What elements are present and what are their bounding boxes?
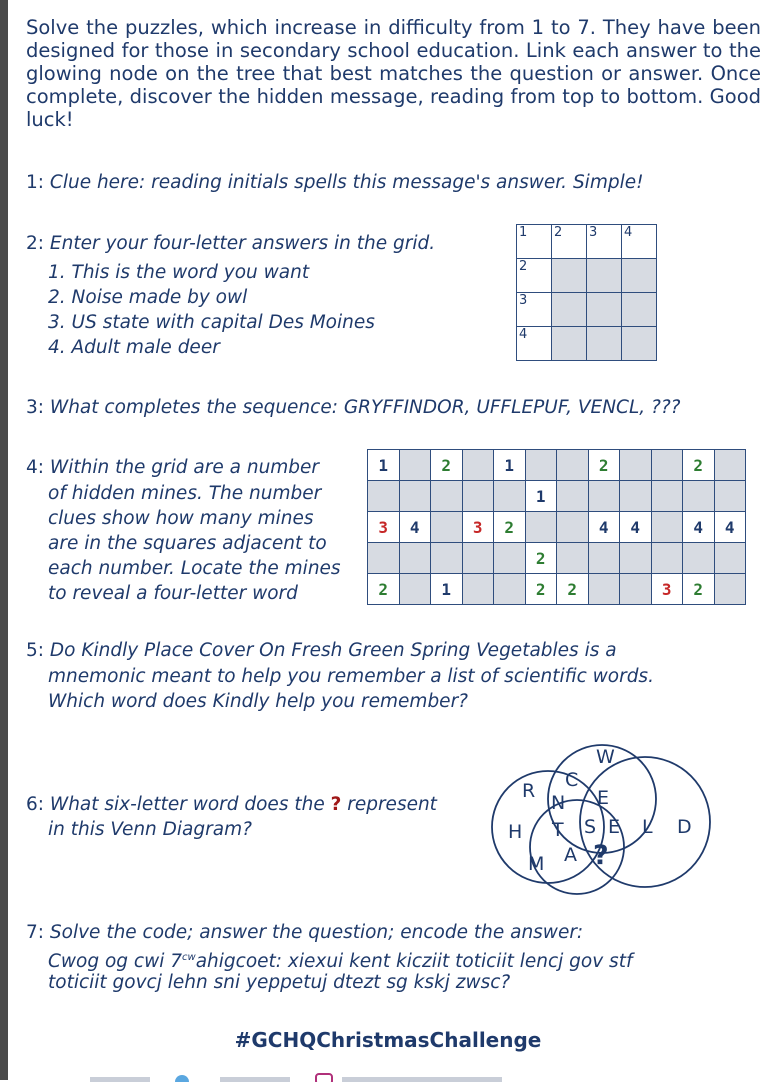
minesweeper-cell	[651, 481, 683, 512]
minesweeper-cell	[494, 574, 526, 605]
question-5-line-1: Do Kindly Place Cover On Fresh Green Spring Vegetables is a	[49, 640, 617, 661]
minesweeper-cell: 2	[368, 574, 400, 605]
minesweeper-cell: 1	[494, 450, 526, 481]
grid-cell	[622, 327, 657, 361]
grid-cell	[587, 293, 622, 327]
question-5	[26, 638, 617, 663]
minesweeper-cell: 4	[399, 512, 431, 543]
minesweeper-cell	[368, 543, 400, 574]
minesweeper-cell: 2	[588, 450, 620, 481]
grid-cell	[517, 259, 552, 293]
minesweeper-cell	[651, 543, 683, 574]
grid-number: 2	[519, 259, 528, 274]
minesweeper-cell: 4	[714, 512, 746, 543]
grid-number: 1	[519, 225, 528, 240]
minesweeper-cell	[620, 481, 652, 512]
minesweeper-cell	[494, 543, 526, 574]
minesweeper-grid	[367, 449, 746, 605]
venn-letter-n: N	[551, 792, 566, 814]
minesweeper-cell: 2	[431, 450, 463, 481]
minesweeper-cell: 4	[683, 512, 715, 543]
minesweeper-cell	[462, 481, 494, 512]
minesweeper-cell	[683, 543, 715, 574]
minesweeper-cell	[525, 512, 557, 543]
grid-cell	[622, 293, 657, 327]
minesweeper-cell: 1	[431, 574, 463, 605]
question-5-number: 5:	[26, 640, 45, 661]
minesweeper-cell: 3	[651, 574, 683, 605]
question-3-number: 3:	[26, 397, 45, 418]
twitter-icon	[175, 1075, 189, 1082]
minesweeper-cell	[588, 543, 620, 574]
venn-letter-r: R	[522, 780, 536, 802]
minesweeper-cell: 2	[525, 574, 557, 605]
grid-cell	[622, 259, 657, 293]
minesweeper-row	[368, 543, 746, 574]
cipher-text-start: Cwog og cwi 7	[48, 951, 183, 973]
grid-cell	[552, 225, 587, 259]
question-2-clue-2: 2. Noise made by owl	[48, 287, 248, 308]
minesweeper-cell: 2	[525, 543, 557, 574]
crossword-grid	[516, 224, 657, 361]
minesweeper-cell	[399, 574, 431, 605]
venn-letter-s: S	[584, 816, 597, 838]
minesweeper-cell	[620, 543, 652, 574]
minesweeper-cell: 2	[683, 574, 715, 605]
minesweeper-cell: 1	[525, 481, 557, 512]
minesweeper-cell	[557, 543, 589, 574]
question-6	[26, 792, 437, 817]
question-1	[26, 170, 644, 195]
grid-number: 4	[624, 225, 633, 240]
minesweeper-cell: 4	[620, 512, 652, 543]
minesweeper-cell	[494, 481, 526, 512]
minesweeper-cell: 2	[557, 574, 589, 605]
grid-cell	[552, 259, 587, 293]
venn-letter-m: M	[528, 853, 545, 875]
instagram-icon	[316, 1074, 332, 1082]
question-4-line-4: are in the squares adjacent to	[48, 533, 327, 554]
question-2-clue-4: 4. Adult male deer	[48, 337, 220, 358]
grid-cell	[552, 293, 587, 327]
venn-letter-d: D	[677, 816, 692, 838]
minesweeper-cell	[399, 543, 431, 574]
minesweeper-cell	[525, 450, 557, 481]
minesweeper-row	[368, 574, 746, 605]
question-2	[26, 231, 435, 256]
minesweeper-cell: 4	[588, 512, 620, 543]
question-2-clue-3: 3. US state with capital Des Moines	[48, 312, 375, 333]
grid-cell	[517, 293, 552, 327]
venn-letter-l: L	[642, 816, 653, 838]
question-7-line-3: toticiit govcj lehn sni yeppetuj dtezt sg kskj zwsc?	[48, 972, 511, 993]
question-4-line-5: each number. Locate the mines	[48, 558, 341, 579]
minesweeper-cell	[557, 512, 589, 543]
grid-cell	[552, 327, 587, 361]
question-6-line-2: in this Venn Diagram?	[48, 819, 252, 840]
minesweeper-cell	[714, 543, 746, 574]
question-4-number: 4:	[26, 457, 45, 478]
cipher-superscript: cw	[182, 952, 196, 963]
grid-number: 4	[519, 327, 528, 342]
minesweeper-cell	[462, 543, 494, 574]
venn-letter-c: C	[565, 769, 579, 791]
minesweeper-cell	[431, 481, 463, 512]
minesweeper-cell	[651, 512, 683, 543]
venn-letter-e2: E	[608, 816, 621, 838]
minesweeper-cell: 2	[494, 512, 526, 543]
minesweeper-cell	[651, 450, 683, 481]
grid-cell	[517, 327, 552, 361]
cipher-text-end: ahigcoet: xiexui kent kicziit toticiit lencj gov stf	[195, 951, 633, 973]
question-5-line-2: mnemonic meant to help you remember a list of scientific words.	[48, 666, 654, 687]
venn-letter-w: W	[596, 746, 615, 768]
minesweeper-cell	[399, 450, 431, 481]
minesweeper-cell	[557, 450, 589, 481]
question-4	[26, 455, 319, 480]
venn-letter-t: T	[552, 819, 564, 841]
question-3-text: What completes the sequence: GRYFFINDOR, UFFLEPUF, VENCL, ???	[49, 397, 681, 418]
minesweeper-row	[368, 512, 746, 543]
grid-cell	[587, 327, 622, 361]
minesweeper-cell	[368, 481, 400, 512]
grid-cell	[587, 259, 622, 293]
question-1-number: 1:	[26, 172, 45, 193]
minesweeper-cell: 1	[368, 450, 400, 481]
minesweeper-cell	[431, 512, 463, 543]
minesweeper-cell	[620, 450, 652, 481]
minesweeper-cell	[557, 481, 589, 512]
venn-letter-h: H	[508, 821, 523, 843]
hashtag: #GCHQChristmasChallenge	[234, 1028, 542, 1052]
grid-cell	[587, 225, 622, 259]
question-5-line-3: Which word does Kindly help you remember?	[48, 691, 468, 712]
venn-question-mark: ?	[593, 840, 609, 871]
minesweeper-cell	[462, 450, 494, 481]
minesweeper-cell	[620, 574, 652, 605]
question-2-number: 2:	[26, 233, 45, 254]
minesweeper-cell	[399, 481, 431, 512]
minesweeper-cell	[588, 574, 620, 605]
question-1-text: Clue here: reading initials spells this message's answer. Simple!	[49, 172, 644, 193]
question-6-number: 6:	[26, 794, 45, 815]
question-6-line-1: What six-letter word does the	[49, 794, 325, 815]
minesweeper-cell	[462, 574, 494, 605]
question-mark-symbol: ?	[330, 794, 342, 815]
question-2-text: Enter your four-letter answers in the grid.	[49, 233, 436, 254]
question-7-line-1: Solve the code; answer the question; encode the answer:	[49, 922, 584, 943]
grid-cell	[517, 225, 552, 259]
minesweeper-cell	[588, 481, 620, 512]
minesweeper-row	[368, 450, 746, 481]
question-2-clue-1: 1. This is the word you want	[48, 262, 310, 283]
minesweeper-cell	[714, 450, 746, 481]
grid-number: 2	[554, 225, 563, 240]
grid-number: 3	[519, 293, 528, 308]
left-edge-strip	[0, 0, 8, 1080]
minesweeper-cell	[683, 481, 715, 512]
minesweeper-cell	[714, 574, 746, 605]
intro-paragraph: Solve the puzzles, which increase in difficulty from 1 to 7. They have been designed for those in secondary school education. Link each answer to the glowing node on the tree that best matches the question or answer. Once complete, discover the hidden message, reading from top to bottom. Good luck!	[26, 16, 761, 131]
question-7	[26, 920, 583, 945]
question-7-number: 7:	[26, 922, 45, 943]
minesweeper-cell: 2	[683, 450, 715, 481]
minesweeper-row	[368, 481, 746, 512]
minesweeper-cell: 3	[462, 512, 494, 543]
question-4-line-1: Within the grid are a number	[49, 457, 320, 478]
venn-diagram	[490, 742, 715, 902]
minesweeper-cell	[714, 481, 746, 512]
grid-cell	[622, 225, 657, 259]
venn-letter-e: E	[597, 787, 610, 809]
venn-letter-a: A	[564, 844, 577, 866]
minesweeper-cell	[431, 543, 463, 574]
question-6-line-1-end: represent	[347, 794, 437, 815]
question-3	[26, 395, 680, 420]
question-4-line-3: clues show how many mines	[48, 508, 314, 529]
question-4-line-6: to reveal a four-letter word	[48, 583, 298, 604]
grid-number: 3	[589, 225, 598, 240]
minesweeper-cell: 3	[368, 512, 400, 543]
question-4-line-2: of hidden mines. The number	[48, 483, 322, 504]
